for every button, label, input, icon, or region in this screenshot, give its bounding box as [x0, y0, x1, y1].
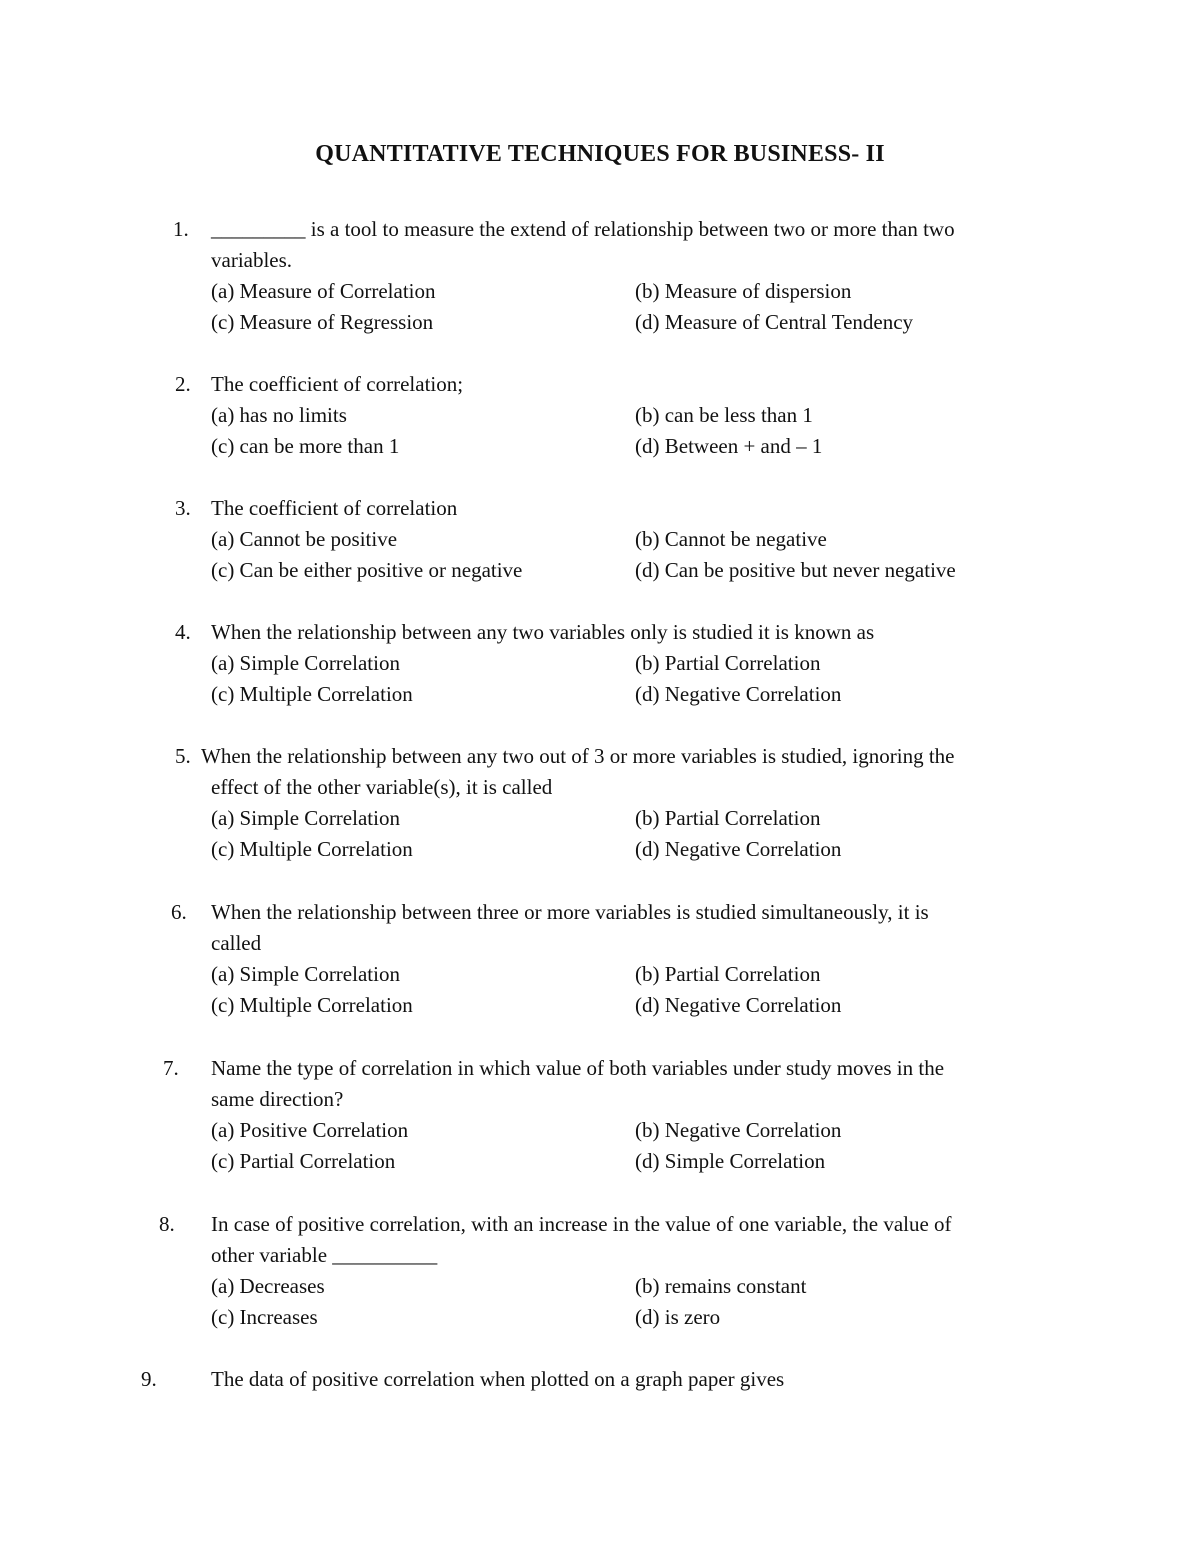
option-c: (c) Increases [211, 1305, 318, 1329]
option-c: (c) Multiple Correlation [211, 993, 413, 1017]
question-text: same direction? [211, 1087, 344, 1111]
option-b: (b) can be less than 1 [635, 403, 813, 427]
option-d: (d) Negative Correlation [635, 993, 842, 1017]
option-b: (b) Cannot be negative [635, 527, 827, 551]
question-number: 9. [141, 1367, 157, 1391]
option-a: (a) Decreases [211, 1274, 325, 1298]
question-text: The coefficient of correlation [211, 496, 458, 520]
option-a: (a) has no limits [211, 403, 347, 427]
question-text: In case of positive correlation, with an increase in the value of one variable, the value of [211, 1212, 952, 1236]
question-number: 4. [175, 620, 191, 644]
option-a: (a) Positive Correlation [211, 1118, 409, 1142]
option-d: (d) is zero [635, 1305, 721, 1329]
option-d: (d) Simple Correlation [635, 1149, 826, 1173]
question-text: The data of positive correlation when plotted on a graph paper gives [211, 1367, 785, 1391]
option-a: (a) Simple Correlation [211, 806, 400, 830]
question-text: When the relationship between three or more variables is studied simultaneously, it is [211, 900, 929, 924]
question-text: Name the type of correlation in which value of both variables under study moves in the [211, 1056, 945, 1080]
option-b: (b) Negative Correlation [635, 1118, 842, 1142]
question-number: 8. [159, 1212, 175, 1236]
option-a: (a) Simple Correlation [211, 962, 400, 986]
question-text: The coefficient of correlation; [211, 372, 464, 396]
question-number: 3. [175, 496, 191, 520]
option-b: (b) Partial Correlation [635, 962, 821, 986]
option-c: (c) Partial Correlation [211, 1149, 396, 1173]
question-text: effect of the other variable(s), it is called [211, 775, 553, 799]
option-b: (b) Partial Correlation [635, 651, 821, 675]
option-a: (a) Cannot be positive [211, 527, 398, 551]
option-d: (d) Can be positive but never negative [635, 558, 956, 582]
option-b: (b) Measure of dispersion [635, 279, 852, 303]
option-c: (c) Multiple Correlation [211, 682, 413, 706]
option-c: (c) Can be either positive or negative [211, 558, 523, 582]
question-text: When the relationship between any two out of 3 or more variables is studied, ignoring the [201, 744, 955, 768]
option-c: (c) can be more than 1 [211, 434, 400, 458]
option-d: (d) Negative Correlation [635, 837, 842, 861]
question-text: _________ is a tool to measure the extend of relationship between two or more than two [211, 217, 955, 241]
option-b: (b) Partial Correlation [635, 806, 821, 830]
option-d: (d) Measure of Central Tendency [635, 310, 914, 334]
question-text: variables. [211, 248, 293, 272]
question-number: 2. [175, 372, 191, 396]
page-title: QUANTITATIVE TECHNIQUES FOR BUSINESS- II [315, 141, 885, 167]
question-text: When the relationship between any two variables only is studied it is known as [211, 620, 875, 644]
option-d: (d) Between + and – 1 [635, 434, 823, 458]
option-b: (b) remains constant [635, 1274, 807, 1298]
question-number: 6. [171, 900, 187, 924]
option-a: (a) Simple Correlation [211, 651, 400, 675]
question-number: 1. [173, 217, 189, 241]
option-d: (d) Negative Correlation [635, 682, 842, 706]
option-a: (a) Measure of Correlation [211, 279, 436, 303]
question-text: other variable __________ [211, 1243, 438, 1267]
question-number: 5. [175, 744, 191, 768]
option-c: (c) Multiple Correlation [211, 837, 413, 861]
question-number: 7. [163, 1056, 179, 1080]
question-text: called [211, 931, 262, 955]
option-c: (c) Measure of Regression [211, 310, 434, 334]
